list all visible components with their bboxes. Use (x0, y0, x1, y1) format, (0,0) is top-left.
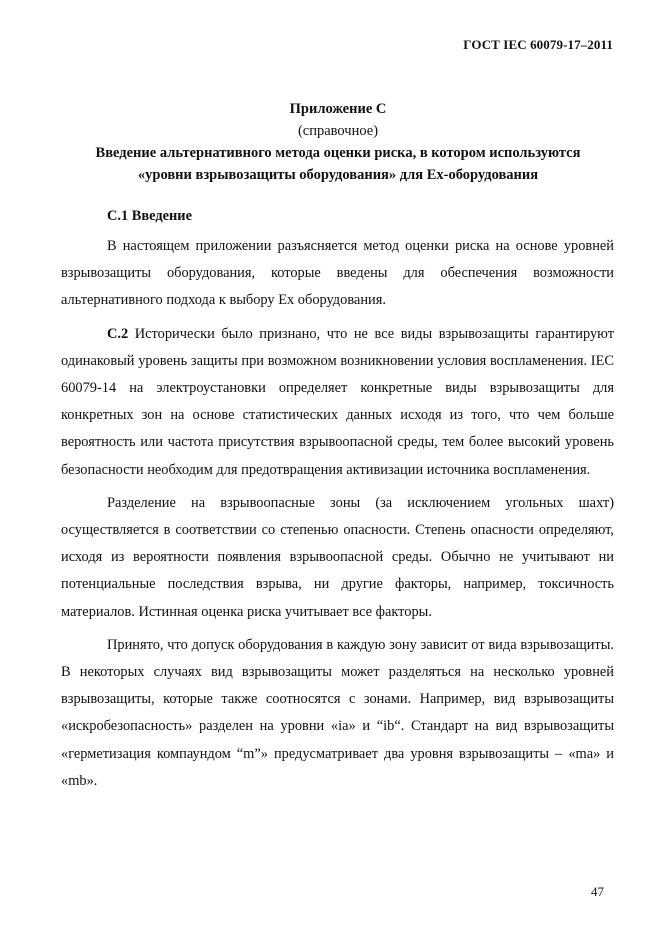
annex-type: (справочное) (297, 123, 379, 139)
annex-title-block (60, 98, 616, 186)
annex-heading-line-1: Введение альтернативного метода оценки риска, в котором используются (95, 145, 581, 161)
page-number: 47 (591, 884, 604, 899)
paragraph-3: Разделение на взрывоопасные зоны (за исключением угольных шахт) осуществляется в соответствии со степенью опасности. Степень опасности определяют, исходя из вероятности появления взрывоопасной среды. Обычно не учитывают ни потенциальные последствия взрыва, ни другие факторы, например, токсичность материалов. Истинная оценка риска учитывает все факторы. (61, 494, 614, 620)
paragraph-2-label: С.2 (107, 325, 129, 342)
paragraph-4: Принято, что допуск оборудования в каждую зону зависит от вида взрывозащиты. В некоторых случаях вид взрывозащиты может разделяться на несколько уровней взрывозащиты, которые также соотносятся с зонами. Например, вид взрывозащиты «искробезопасность» разделен на уровни «ia» и “ib“. Стандарт на вид взрывозащиты «герметизация компаундом “m”» предусматривает два уровня взрывозащиты – «ma» и «mb». (61, 636, 614, 789)
paragraph-1: В настоящем приложении разъясняется метод оценки риска на основе уровней взрывозащиты оборудования, которые введены для обеспечения возможности альтернативного подхода к выбору Ex оборудования. (61, 238, 614, 309)
document-body (61, 205, 614, 801)
document-header: ГОСТ IEC 60079-17–2011 (463, 37, 613, 52)
section-title: С.1 Введение (107, 208, 192, 224)
annex-heading-line-2: «уровни взрывозащиты оборудования» для Ex-оборудования (137, 167, 539, 183)
paragraph-2 (61, 321, 614, 484)
annex-title: Приложение С (289, 101, 387, 117)
paragraph-2-text: Исторически было признано, что не все виды взрывозащиты гарантируют одинаковый уровень защиты при возможном возникновении условия воспламенения. IEC 60079-14 на электроустановки определяет конкретные виды взрывозащиты для конкретных зон на основе статистических данных исходя из того, что чем больше вероятность или частота присутствия взрывоопасной среды, тем более высокий уровень безопасности необходим для предотвращения активизации источника воспламенения. (61, 325, 614, 478)
